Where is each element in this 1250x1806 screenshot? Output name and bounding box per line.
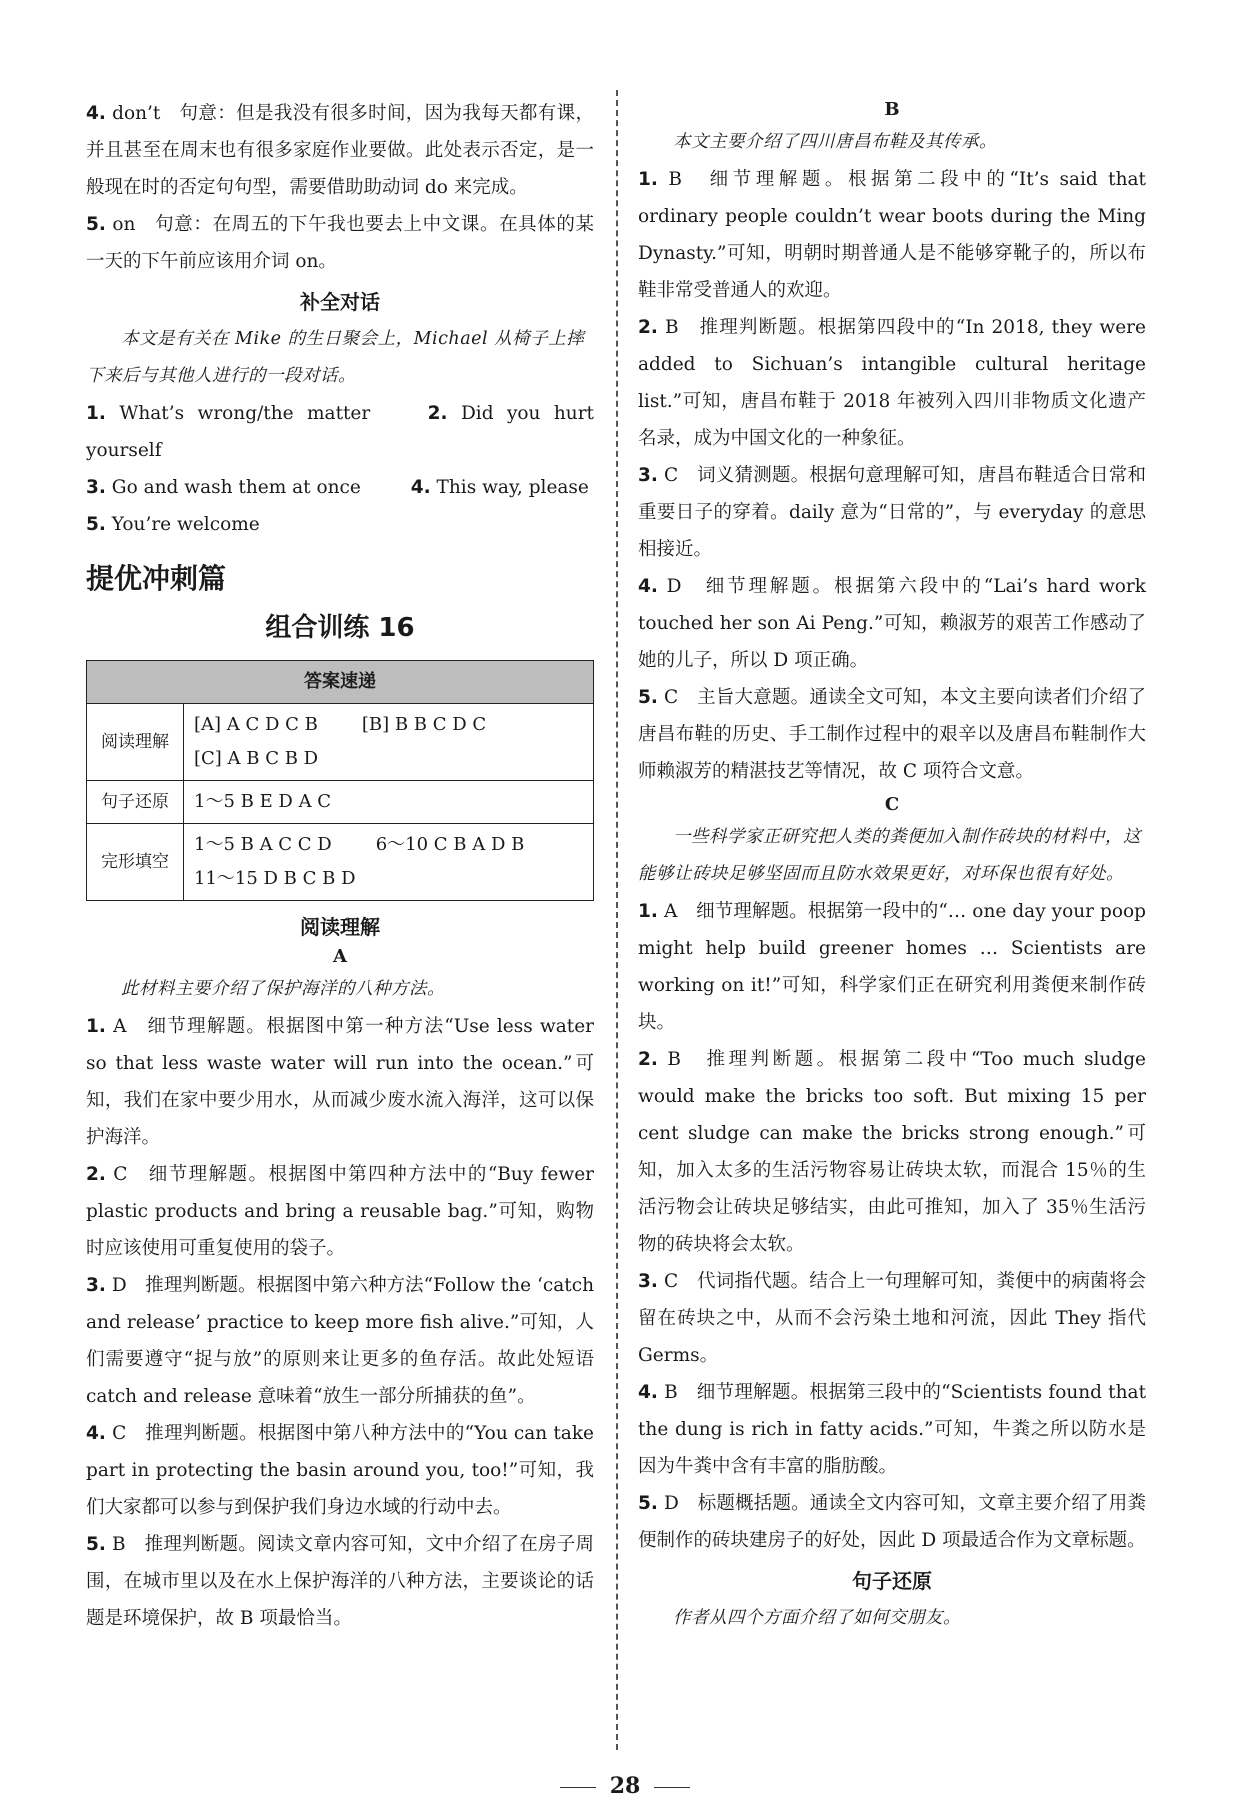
passage-a-summary: 此材料主要介绍了保护海洋的八种方法。 [121, 979, 445, 999]
answer-item: 3. D 推理判断题。根据图中第六种方法“Follow the ‘catch and release’ practice to keep more fish alive.”可知，人们需要遵守“捉与放”的原则来让更多的鱼存活。故此处短语 catch and release 意味着“放生一部分所捕获的鱼”。 [86, 1275, 594, 1407]
answer-item: 5. on 句意：在周五的下午我也要去上中文课。在具体的某一天的下午前应该用介词 on。 [86, 214, 594, 272]
column-divider [616, 90, 618, 1750]
dialogue-answer-row: 1. What’s wrong/the matter 2. Did you hurt yourself [86, 403, 594, 461]
answer-item: 1. A 细节理解题。根据第一段中的“… one day your poop might help build greener homes … Scientists are working on it!”可知，科学家们正在研究利用粪便来制作砖块。 [638, 901, 1146, 1033]
answer-item: 5. C 主旨大意题。通读全文可知，本文主要向读者们介绍了唐昌布鞋的历史、手工制作过程中的艰辛以及唐昌布鞋制作大师赖淑芳的精湛技艺等情况，故 C 项符合文意。 [638, 687, 1146, 782]
dialogue-summary: 本文是有关在 Mike 的生日聚会上，Michael 从椅子上摔下来后与其他人进行的一段对话。 [86, 329, 585, 386]
answer-item: 4. don’t 句意：但是我没有很多时间，因为我每天都有课，并且甚至在周末也有很多家庭作业要做。此处表示否定，是一般现在时的否定句句型，需要借助助动词 do 来完成。 [86, 103, 594, 198]
answer-item: 2. C 细节理解题。根据图中第四种方法中的“Buy fewer plastic products and bring a reusable bag.”可知，购物时应该使用可重复使用的袋子。 [86, 1164, 594, 1259]
answer-item: 4. C 推理判断题。根据图中第八种方法中的“You can take part in protecting the basin around you, too!”可知，我们大家都可以参与到保护我们身边水域的行动中去。 [86, 1423, 594, 1518]
table-row: 句子还原 1～5 B E D A C [87, 781, 594, 824]
passage-letter-a: A [333, 946, 347, 967]
passage-c-summary: 一些科学家正研究把人类的粪便加入制作砖块的材料中，这能够让砖块足够坚固而且防水效果更好，对环保也很有好处。 [638, 827, 1141, 884]
sentence-heading: 句子还原 [852, 1569, 932, 1593]
table-row: 阅读理解 [A] A C D C B [B] B B C D C [C] A B C B D [87, 704, 594, 781]
answer-item: 3. C 代词指代题。结合上一句理解可知，粪便中的病菌将会留在砖块之中，从而不会污染土地和河流，因此 They 指代 Germs。 [638, 1271, 1146, 1366]
page-number: 28 [0, 1773, 1250, 1799]
answer-item: 5. B 推理判断题。阅读文章内容可知，文中介绍了在房子周围，在城市里以及在水上保护海洋的八种方法，主要谈论的话题是环境保护，故 B 项最恰当。 [86, 1534, 594, 1629]
reading-heading: 阅读理解 [300, 915, 380, 939]
answer-table [86, 660, 594, 901]
unit-title: 组合训练 16 [265, 613, 415, 643]
answer-table-header: 答案速递 [87, 661, 594, 704]
answer-item: 3. C 词义猜测题。根据句意理解可知，唐昌布鞋适合日常和重要日子的穿着。daily 意为“日常的”，与 everyday 的意思相接近。 [638, 465, 1146, 560]
left-column [86, 95, 594, 1637]
answer-item: 2. B 推理判断题。根据第二段中“Too much sludge would make the bricks too soft. But mixing 15 per cent sludge can make the bricks strong enough.”可知，加入太多的生活污物容易让砖块太软，而混合 15％的生活污物会让砖块足够结实，由此可推知，加入了 35％生活污物的砖块将会太软。 [638, 1049, 1146, 1255]
passage-b-summary: 本文主要介绍了四川唐昌布鞋及其传承。 [673, 132, 997, 152]
answer-item: 2. B 推理判断题。根据第四段中的“In 2018, they were added to Sichuan’s intangible cultural heritage list.”可知，唐昌布鞋于 2018 年被列入四川非物质文化遗产名录，成为中国文化的一种象征。 [638, 317, 1146, 449]
answer-item: 4. B 细节理解题。根据第三段中的“Scientists found that the dung is rich in fatty acids.”可知，牛粪之所以防水是因为牛粪中含有丰富的脂肪酸。 [638, 1382, 1146, 1477]
answer-item: 4. D 细节理解题。根据第六段中的“Lai’s hard work touched her son Ai Peng.”可知，赖淑芳的艰苦工作感动了她的儿子，所以 D 项正确。 [638, 576, 1146, 671]
answer-item: 1. B 细节理解题。根据第二段中的“It’s said that ordinary people couldn’t wear boots during the Ming Dynasty.”可知，明朝时期普通人是不能够穿靴子的，所以布鞋非常受普通人的欢迎。 [638, 169, 1146, 301]
answer-item: 5. D 标题概括题。通读全文内容可知，文章主要介绍了用粪便制作的砖块建房子的好处，因此 D 项最适合作为文章标题。 [638, 1493, 1146, 1551]
sentence-summary: 作者从四个方面介绍了如何交朋友。 [673, 1608, 961, 1628]
passage-letter-b: B [884, 99, 900, 120]
dialogue-heading: 补全对话 [300, 290, 380, 314]
dialogue-answer-row: 3. Go and wash them at once 4. This way, please [86, 477, 589, 498]
answer-item: 1. A 细节理解题。根据图中第一种方法“Use less water so that less waste water will run into the ocean.”可知，我们在家中要少用水，从而减少废水流入海洋，这可以保护海洋。 [86, 1016, 594, 1148]
passage-letter-c: C [884, 794, 900, 815]
right-column [638, 95, 1146, 1637]
table-row: 完形填空 1～5 B A C C D 6～10 C B A D B 11～15 D B C B D [87, 824, 594, 901]
dialogue-answer-row: 5. You’re welcome [86, 514, 260, 535]
part-title: 提优冲刺篇 [86, 562, 227, 595]
